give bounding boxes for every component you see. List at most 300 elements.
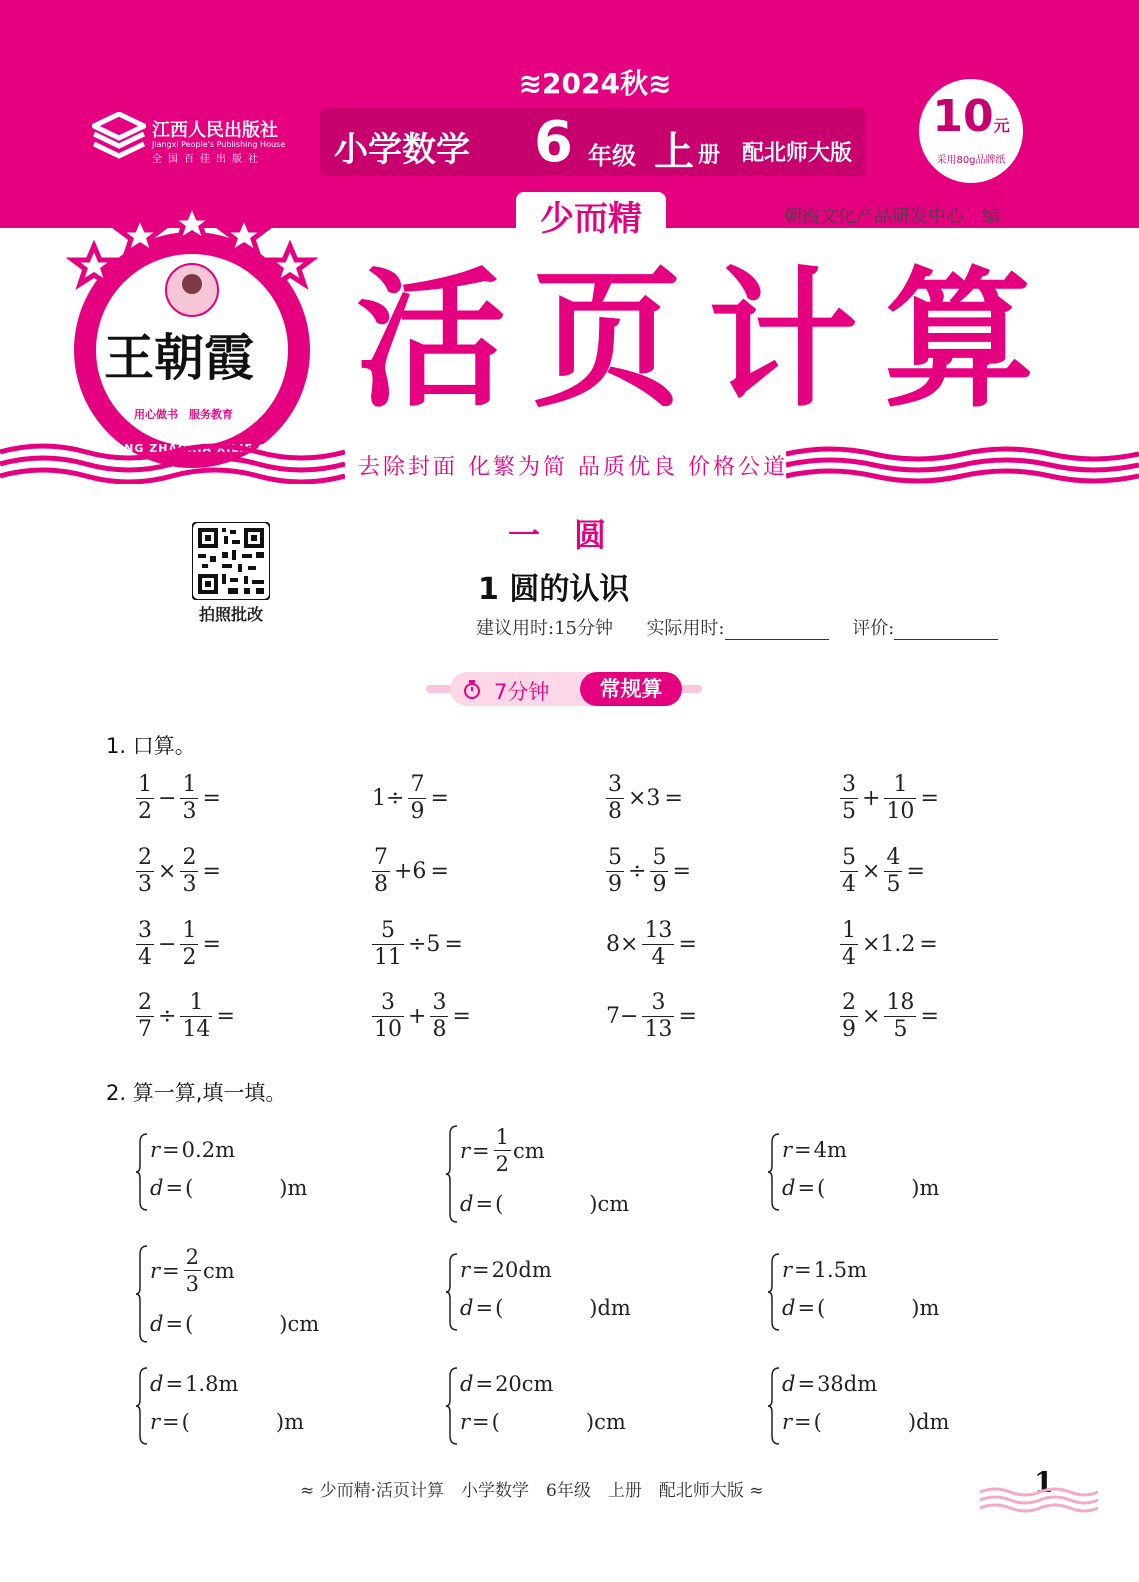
given-variable: r <box>460 1258 471 1282</box>
equals-sign: = <box>430 859 449 884</box>
radius-diameter-system <box>768 1366 1028 1446</box>
find-unit: cm <box>594 1410 626 1434</box>
answer-blank[interactable] <box>223 787 283 811</box>
open-paren: ( <box>185 1176 194 1200</box>
operator: × <box>158 859 177 884</box>
radius-diameter-system <box>136 1132 396 1212</box>
second-numerator: 13 <box>644 918 673 943</box>
radius-diameter-system <box>768 1252 1028 1332</box>
first-numerator: 5 <box>842 845 856 870</box>
find-variable: d <box>460 1296 474 1320</box>
answer-line <box>782 1296 939 1320</box>
brand-seal <box>62 198 327 478</box>
given-number: 20 <box>491 1258 519 1282</box>
first-fraction <box>606 772 624 825</box>
equals-sign: = <box>664 786 683 811</box>
operator: − <box>158 932 177 957</box>
answer-blank[interactable] <box>451 787 511 811</box>
equals-sign: = <box>472 1410 490 1434</box>
equals-sign: = <box>672 859 691 884</box>
given-variable: d <box>460 1372 474 1396</box>
answer-blank[interactable] <box>940 933 1000 957</box>
second-denominator: 3 <box>182 799 197 824</box>
first-numerator: 7 <box>374 845 388 870</box>
given-numerator: 1 <box>495 1125 510 1149</box>
equals-sign: = <box>472 1258 490 1282</box>
calc-expression <box>838 918 1000 971</box>
left-brace-icon <box>768 1132 780 1212</box>
publisher-emblem-icon <box>92 112 146 160</box>
first-fraction <box>372 918 404 971</box>
calc-expression <box>134 918 283 971</box>
second-fraction <box>650 845 668 898</box>
equals-sign: = <box>919 932 938 957</box>
given-fraction <box>494 1124 511 1177</box>
equals-sign: = <box>165 1372 184 1396</box>
second-denominator: 2 <box>182 945 197 970</box>
given-value-line <box>782 1138 847 1162</box>
calc-expression <box>134 845 283 898</box>
close-paren: ) <box>279 1312 288 1336</box>
operator: × <box>862 859 881 884</box>
answer-blank[interactable] <box>941 787 1001 811</box>
find-unit: m <box>919 1176 940 1200</box>
second-numerator: 3 <box>651 990 666 1015</box>
second-numerator: 1 <box>182 772 197 797</box>
operator: + <box>408 1004 427 1029</box>
first-fraction <box>606 845 624 898</box>
given-value-line <box>150 1138 235 1162</box>
left-brace-icon <box>136 1244 148 1344</box>
open-paren: ( <box>817 1296 826 1320</box>
first-denominator: 9 <box>842 1017 856 1042</box>
find-unit: dm <box>597 1296 631 1320</box>
second-denominator: 4 <box>651 945 666 970</box>
given-variable: r <box>460 1138 471 1163</box>
calc-expression <box>604 845 753 898</box>
first-denominator: 4 <box>842 945 856 970</box>
given-variable: r <box>150 1138 161 1162</box>
price-badge <box>916 76 1026 186</box>
open-paren: ( <box>817 1176 826 1200</box>
logo-name: 王朝霞 <box>104 328 254 387</box>
first-fraction <box>840 845 858 898</box>
footer-text: ≈ 少而精·活页计算 小学数学 6年级 上册 配北师大版 ≈ <box>300 1481 764 1501</box>
second-denominator: 13 <box>644 1017 673 1042</box>
calc-expression <box>370 990 533 1043</box>
first-denominator: 9 <box>608 872 622 897</box>
given-unit: cm <box>203 1258 235 1283</box>
series-tag: 少而精 <box>516 192 666 242</box>
answer-blank[interactable] <box>451 860 511 884</box>
calc-expression <box>134 772 283 825</box>
find-unit: m <box>284 1410 304 1434</box>
equals-sign: = <box>162 1258 180 1283</box>
timer-badge <box>426 672 702 706</box>
season-label: ≋2024秋≋ <box>518 67 672 100</box>
qr-code-icon[interactable] <box>192 522 270 600</box>
second-denominator: 14 <box>182 1017 211 1042</box>
slogan: 去除封面 化繁为简 品质优良 价格公道 <box>358 455 788 480</box>
qr-label: 拍照批改 <box>198 605 263 624</box>
second-denominator: 5 <box>893 1017 908 1042</box>
first-denominator: 4 <box>842 872 856 897</box>
answer-blank[interactable] <box>693 860 753 884</box>
open-paren: ( <box>185 1312 194 1336</box>
given-value-line <box>460 1124 545 1177</box>
publisher-english: Jiangxi People's Publishing House <box>152 140 286 149</box>
timer-tag: 常规算 <box>580 672 682 706</box>
answer-blank[interactable] <box>685 787 745 811</box>
first-denominator: 10 <box>374 1017 402 1042</box>
first-numerator: 2 <box>138 845 152 870</box>
given-unit: m <box>847 1258 867 1282</box>
close-paren: ) <box>275 1410 285 1434</box>
answer-blank[interactable] <box>465 933 525 957</box>
operator: + <box>862 786 881 811</box>
given-value-line <box>460 1258 552 1282</box>
answer-line <box>150 1176 307 1200</box>
editor-credit: 朝霞文化产品研发中心 编 <box>784 206 1000 227</box>
left-brace-icon <box>768 1252 780 1332</box>
given-value-line <box>782 1258 867 1282</box>
first-denominator: 4 <box>138 945 152 970</box>
answer-blank[interactable] <box>223 860 283 884</box>
expression-suffix: ×1.2 <box>862 932 916 957</box>
answer-blank[interactable] <box>927 860 987 884</box>
equals-sign: = <box>920 786 939 811</box>
given-variable: r <box>782 1258 793 1282</box>
answer-blank[interactable] <box>237 1005 297 1029</box>
equals-sign: = <box>475 1372 494 1396</box>
second-denominator: 3 <box>182 872 197 897</box>
given-number: 1.5 <box>813 1258 848 1282</box>
radius-diameter-system <box>446 1252 706 1332</box>
time-info <box>476 614 1016 640</box>
calc-expression <box>838 772 1001 825</box>
edition-label: 配北师大版 <box>742 141 853 166</box>
answer-blank[interactable] <box>473 1005 533 1029</box>
page-number: 1 <box>1034 1466 1054 1499</box>
equals-sign: = <box>475 1192 494 1216</box>
first-fraction <box>840 990 858 1043</box>
second-fraction <box>180 990 212 1043</box>
equals-sign: = <box>678 1004 697 1029</box>
answer-blank[interactable] <box>699 933 759 957</box>
second-numerator: 18 <box>886 990 915 1015</box>
given-variable: r <box>782 1138 793 1162</box>
close-paren: ) <box>911 1296 920 1320</box>
decorative-waves-left <box>0 438 345 484</box>
given-unit: dm <box>843 1372 878 1396</box>
second-fraction <box>884 772 916 825</box>
first-numerator: 2 <box>138 990 152 1015</box>
find-variable: d <box>782 1296 796 1320</box>
calc-expression <box>838 845 987 898</box>
answer-line <box>782 1176 939 1200</box>
answer-blank[interactable] <box>941 1005 1001 1029</box>
given-number: 4 <box>813 1138 828 1162</box>
first-denominator: 3 <box>138 872 152 897</box>
find-unit: cm <box>597 1192 630 1216</box>
equals-sign: = <box>797 1176 816 1200</box>
actual-time-label: 实际用时: <box>646 618 725 639</box>
close-paren: ) <box>589 1296 598 1320</box>
first-fraction <box>136 990 154 1043</box>
second-denominator: 5 <box>886 872 901 897</box>
calc-expression <box>370 772 511 825</box>
equals-sign: = <box>444 932 463 957</box>
evaluation-blank[interactable] <box>894 621 998 640</box>
find-unit: dm <box>916 1410 950 1434</box>
answer-line <box>150 1410 304 1434</box>
find-variable: r <box>782 1410 793 1434</box>
equals-sign: = <box>452 1004 471 1029</box>
first-denominator: 8 <box>608 799 622 824</box>
volume-label: 上 <box>654 129 694 175</box>
radius-diameter-system <box>136 1366 396 1446</box>
second-denominator: 9 <box>652 872 667 897</box>
find-variable: d <box>460 1192 474 1216</box>
second-numerator: 1 <box>182 918 197 943</box>
radius-diameter-system <box>136 1244 396 1344</box>
second-fraction <box>430 990 448 1043</box>
first-denominator: 11 <box>374 945 402 970</box>
left-brace-icon <box>446 1252 458 1332</box>
first-numerator: 1 <box>138 772 152 797</box>
answer-line <box>460 1410 626 1434</box>
open-paren: ( <box>813 1410 822 1434</box>
given-fraction <box>184 1244 201 1297</box>
second-numerator: 1 <box>189 990 204 1015</box>
second-numerator: 5 <box>652 845 667 870</box>
close-paren: ) <box>907 1410 917 1434</box>
second-denominator: 10 <box>886 799 915 824</box>
subject-label: 小学数学 <box>334 130 470 170</box>
second-numerator: 3 <box>432 990 447 1015</box>
first-fraction <box>136 845 154 898</box>
find-variable: d <box>150 1312 164 1336</box>
equals-sign: = <box>794 1410 812 1434</box>
second-fraction <box>408 772 426 825</box>
first-numerator: 3 <box>842 772 856 797</box>
calc-expression <box>604 990 759 1043</box>
answer-line <box>460 1192 629 1216</box>
given-value-line <box>150 1372 238 1396</box>
suggested-time: 建议用时:15分钟 <box>476 618 613 639</box>
given-variable: r <box>150 1258 161 1283</box>
first-fraction <box>136 918 154 971</box>
find-variable: r <box>460 1410 471 1434</box>
actual-time-blank[interactable] <box>725 621 829 640</box>
left-brace-icon <box>446 1366 458 1446</box>
equals-sign: = <box>165 1312 184 1336</box>
first-fraction <box>372 845 390 898</box>
calc-expression <box>370 918 525 971</box>
equals-sign: = <box>162 1410 180 1434</box>
volume-unit: 册 <box>698 143 721 168</box>
given-unit: cm <box>521 1372 554 1396</box>
given-unit: m <box>215 1138 235 1162</box>
expression-prefix: 8× <box>606 932 639 957</box>
equals-sign: = <box>906 859 925 884</box>
equals-sign: = <box>920 1004 939 1029</box>
expression-suffix: +6 <box>394 859 427 884</box>
given-number: 0.2 <box>181 1138 216 1162</box>
second-fraction <box>180 772 198 825</box>
second-denominator: 8 <box>432 1017 447 1042</box>
grade-unit: 年级 <box>588 142 636 170</box>
calc-expression <box>370 845 511 898</box>
answer-blank[interactable] <box>223 933 283 957</box>
second-fraction <box>180 918 198 971</box>
close-paren: ) <box>279 1176 288 1200</box>
first-fraction <box>840 918 858 971</box>
operator: ÷ <box>158 1004 177 1029</box>
left-brace-icon <box>768 1366 780 1446</box>
footer-waves <box>980 1484 1098 1514</box>
equals-sign: = <box>472 1138 490 1163</box>
first-numerator: 1 <box>842 918 856 943</box>
first-fraction <box>372 990 404 1043</box>
calc-expression <box>134 990 297 1043</box>
given-number: 20 <box>495 1372 522 1396</box>
expression-suffix: ×3 <box>628 786 661 811</box>
calc-expression <box>604 918 759 971</box>
left-brace-icon <box>136 1366 148 1446</box>
equals-sign: = <box>794 1258 812 1282</box>
close-paren: ) <box>911 1176 920 1200</box>
equals-sign: = <box>162 1138 180 1162</box>
equals-sign: = <box>797 1372 816 1396</box>
equals-sign: = <box>794 1138 812 1162</box>
first-denominator: 8 <box>374 872 388 897</box>
unit-title: 一圆 <box>508 516 641 554</box>
second-fraction <box>884 990 916 1043</box>
price-value: 10元 <box>932 91 1010 142</box>
given-value-line <box>460 1372 553 1396</box>
first-numerator: 3 <box>608 772 622 797</box>
find-variable: d <box>782 1176 796 1200</box>
given-value-line <box>150 1244 235 1297</box>
second-numerator: 4 <box>886 845 901 870</box>
first-numerator: 3 <box>138 918 152 943</box>
question-2-heading: 2. 算一算,填一填。 <box>106 1081 287 1105</box>
close-paren: ) <box>589 1192 598 1216</box>
expression-suffix: ÷5 <box>408 932 441 957</box>
close-paren: ) <box>585 1410 595 1434</box>
question-1-heading: 1. 口算。 <box>106 734 196 758</box>
left-brace-icon <box>136 1132 148 1212</box>
grade-number: 6 <box>534 110 573 175</box>
given-variable: d <box>150 1372 164 1396</box>
lesson-title: 1 圆的认识 <box>478 572 630 607</box>
answer-line <box>782 1410 949 1434</box>
publisher-subtitle: 全国百佳出版社 <box>152 154 264 165</box>
first-denominator: 5 <box>842 799 856 824</box>
decorative-waves-right <box>786 444 1139 484</box>
first-numerator: 2 <box>842 990 856 1015</box>
given-unit: cm <box>513 1138 545 1163</box>
find-variable: r <box>150 1410 161 1434</box>
find-unit: m <box>919 1296 940 1320</box>
first-numerator: 3 <box>381 990 395 1015</box>
equals-sign: = <box>797 1296 816 1320</box>
paper-note: 采用80g品牌纸 <box>936 155 1006 166</box>
given-unit: m <box>827 1138 847 1162</box>
given-value-line <box>782 1372 877 1396</box>
calc-expression <box>604 772 745 825</box>
expression-prefix: 1÷ <box>372 786 405 811</box>
radius-diameter-system <box>446 1366 706 1446</box>
radius-diameter-system <box>446 1124 706 1224</box>
publisher-name: 江西人民出版社 <box>152 120 278 141</box>
given-denominator: 3 <box>185 1272 200 1296</box>
given-unit: dm <box>518 1258 552 1282</box>
expression-prefix: 7− <box>606 1004 639 1029</box>
second-fraction <box>884 845 902 898</box>
first-fraction <box>840 772 858 825</box>
equals-sign: = <box>202 786 221 811</box>
open-paren: ( <box>491 1410 500 1434</box>
given-unit: m <box>218 1372 239 1396</box>
given-variable: d <box>782 1372 796 1396</box>
answer-blank[interactable] <box>699 1005 759 1029</box>
first-fraction <box>136 772 154 825</box>
operator: × <box>862 1004 881 1029</box>
equals-sign: = <box>475 1296 494 1320</box>
find-unit: m <box>287 1176 308 1200</box>
second-fraction <box>642 990 674 1043</box>
open-paren: ( <box>495 1192 504 1216</box>
answer-line <box>150 1312 319 1336</box>
timer-duration: 7分钟 <box>494 680 550 704</box>
logo-motto: 用心做书 服务教育 <box>134 408 233 421</box>
left-brace-icon <box>446 1124 458 1224</box>
equals-sign: = <box>216 1004 235 1029</box>
answer-line <box>460 1296 631 1320</box>
equals-sign: = <box>165 1176 184 1200</box>
first-denominator: 7 <box>138 1017 152 1042</box>
stopwatch-icon <box>462 679 482 699</box>
equals-sign: = <box>678 932 697 957</box>
equals-sign: = <box>202 932 221 957</box>
second-fraction <box>642 918 674 971</box>
operator: − <box>158 786 177 811</box>
operator: ÷ <box>628 859 647 884</box>
first-denominator: 2 <box>138 799 152 824</box>
first-numerator: 5 <box>381 918 395 943</box>
second-denominator: 9 <box>410 799 425 824</box>
radius-diameter-system <box>768 1132 1028 1212</box>
second-numerator: 1 <box>893 772 908 797</box>
calc-expression <box>838 990 1001 1043</box>
first-numerator: 5 <box>608 845 622 870</box>
given-numerator: 2 <box>185 1245 200 1269</box>
second-numerator: 7 <box>410 772 425 797</box>
evaluation-label: 评价: <box>852 618 895 639</box>
given-number: 38 <box>817 1372 844 1396</box>
equals-sign: = <box>202 859 221 884</box>
given-number: 1.8 <box>185 1372 219 1396</box>
second-numerator: 2 <box>182 845 197 870</box>
logo-ring-text: WANG ZHAOXIA XILIE CONGSHU <box>102 442 327 455</box>
open-paren: ( <box>495 1296 504 1320</box>
main-title: 活页计算 <box>356 252 1061 428</box>
second-fraction <box>180 845 198 898</box>
open-paren: ( <box>181 1410 190 1434</box>
given-denominator: 2 <box>495 1152 510 1176</box>
